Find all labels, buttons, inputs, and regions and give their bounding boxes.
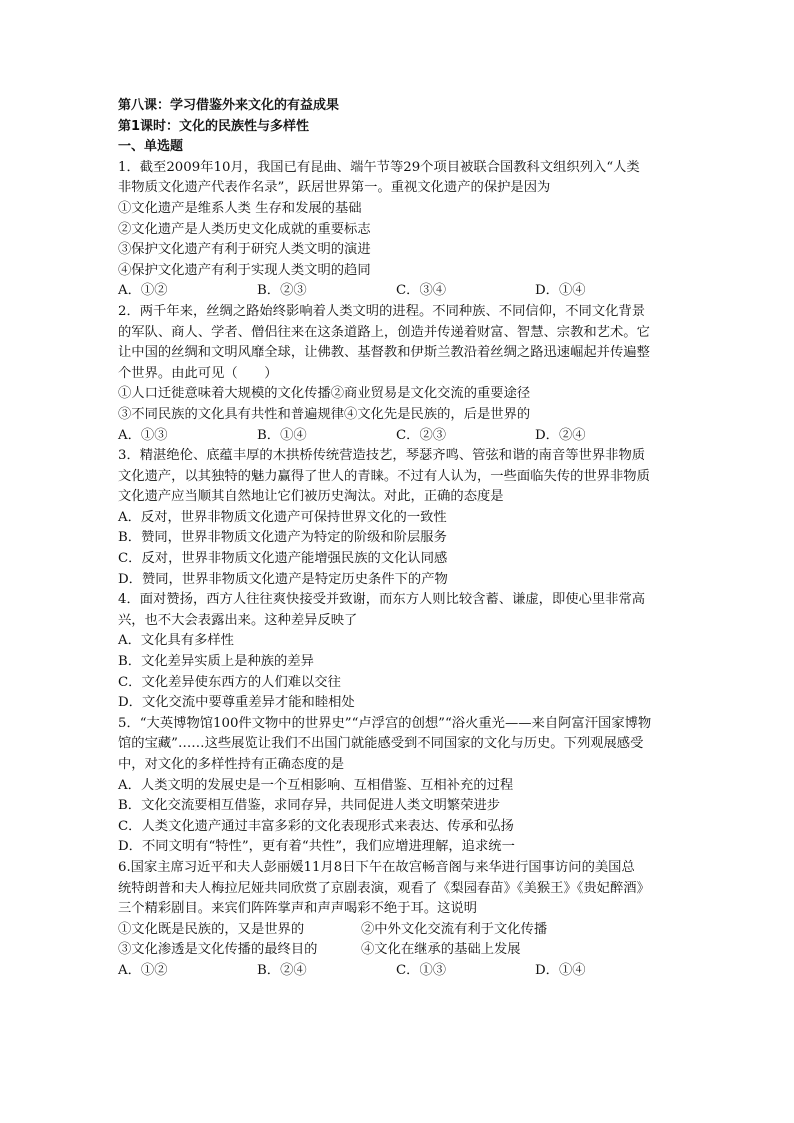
question-stem-line: 统特朗普和夫人梅拉尼娅共同欣赏了京剧表演，观看了《梨园春苗》《美猴王》《贵妃醉酒》 (118, 880, 650, 896)
statement-item: ④文化在继承的基础上发展 (361, 942, 521, 958)
question-stem-line: 4．面对赞扬，西方人往往爽快接受并致谢，而东方人则比较含蓄、谦虚，即使心里非常高 (118, 592, 646, 608)
option-b[interactable]: B．赞同，世界非物质文化遗产为特定的阶级和阶层服务 (118, 530, 447, 546)
statement-item: ①人口迁徙意味着大规模的文化传播②商业贸易是文化交流的重要途径 (118, 386, 531, 402)
option-d[interactable]: D．文化交流中要尊重差异才能和睦相处 (118, 695, 355, 711)
option-a[interactable]: A．①③ (118, 427, 168, 443)
statement-item: ①文化遗产是维系人类 生存和发展的基础 (118, 200, 362, 216)
question-5 (118, 714, 688, 858)
option-b[interactable]: B．①④ (257, 427, 307, 443)
option-c[interactable]: C．①③ (396, 962, 447, 978)
question-stem-line: 馆的宝藏”……这些展览让我们不出国门就能感受到不同国家的文化与历史。下列观展感受 (118, 736, 644, 752)
answer-options (118, 426, 688, 447)
option-a[interactable]: A．①② (118, 962, 168, 978)
statement-item: ③保护文化遗产有利于研究人类文明的演进 (118, 242, 371, 258)
question-4 (118, 590, 688, 714)
option-d[interactable]: D．②④ (535, 427, 586, 443)
worksheet-page (118, 96, 688, 982)
question-stem-line: 个世界。由此可见（ ） (118, 365, 278, 381)
question-stem-line: 文化遗产，以其独特的魅力赢得了世人的青睐。不过有人认为，一些面临失传的世界非物质 (118, 468, 650, 484)
statement-item: ②中外文化交流有利于文化传播 (361, 921, 548, 937)
statement-row (118, 940, 688, 961)
statement-item: ③文化渗透是文化传播的最终目的 (118, 942, 318, 958)
question-stem-line: 文化遗产应当顺其自然地让它们被历史淘汰。对此，正确的态度是 (118, 489, 504, 505)
lesson-title: 第八课：学习借鉴外来文化的有益成果 (118, 98, 340, 113)
question-stem-line: 兴，也不大会表露出来。这种差异反映了 (118, 612, 358, 628)
question-stem-line: 中，对文化的多样性持有正确态度的是 (118, 757, 345, 772)
option-c[interactable]: C．人类文化遗产通过丰富多彩的文化表现形式来表达、传承和弘扬 (118, 818, 514, 834)
option-c[interactable]: C．②③ (396, 427, 447, 443)
option-c[interactable]: C．文化差异使东西方的人们难以交往 (118, 674, 341, 690)
answer-options (118, 281, 688, 302)
question-stem-line: 2．两千年来，丝绸之路始终影响着人类文明的进程。不同种族、不同信仰，不同文化背景 (118, 303, 646, 319)
statement-item: ③不同民族的文化具有共性和普遍规律④文化先是民族的，后是世界的 (118, 406, 531, 422)
statement-item: ②文化遗产是人类历史文化成就的重要标志 (118, 221, 371, 237)
statement-row (118, 920, 688, 941)
option-a[interactable]: A．①② (118, 283, 168, 299)
option-b[interactable]: B．文化差异实质上是种族的差异 (118, 654, 314, 670)
question-stem-line: 非物质文化遗产代表作名录”，跃居世界第一。重视文化遗产的保护是因为 (118, 180, 551, 196)
period-title: 第1课时：文化的民族性与多样性 (118, 118, 310, 134)
option-d[interactable]: D．①④ (535, 962, 586, 978)
option-c[interactable]: C．③④ (396, 283, 447, 299)
question-6 (118, 858, 688, 982)
option-b[interactable]: B．文化交流要相互借鉴，求同存异，共同促进人类文明繁荣进步 (118, 798, 501, 814)
section-heading: 一、单选题 (118, 139, 184, 155)
option-d[interactable]: D．①④ (535, 283, 586, 299)
question-stem-line: 三个精彩剧目。来宾们阵阵掌声和声声喝彩不绝于耳。这说明 (118, 901, 478, 917)
statement-item: ④保护文化遗产有利于实现人类文明的趋同 (118, 262, 371, 278)
question-stem-line: 让中国的丝绸和文明风靡全球，让佛教、基督教和伊斯兰教沿着丝绸之路迅速崛起并传遍整 (118, 345, 650, 361)
question-stem-line: 5．“大英博物馆100件文物中的世界史”“卢浮宫的创想”“浴火重光——来自阿富汗国家博物 (118, 715, 652, 731)
option-a[interactable]: A．文化具有多样性 (118, 633, 234, 649)
option-d[interactable]: D．赞同，世界非物质文化遗产是特定历史条件下的产物 (118, 571, 448, 587)
question-stem-line: 1．截至2009年10月，我国已有昆曲、端午节等29个项目被联合国教科文组织列入“人类 (118, 159, 640, 175)
option-a[interactable]: A．人类文明的发展史是一个互相影响、互相借鉴、互相补充的过程 (118, 777, 514, 793)
question-stem-line: 3．精湛绝伦、底蕴丰厚的木拱桥传统营造技艺，琴瑟齐鸣、管弦和谐的南音等世界非物质 (118, 448, 646, 464)
question-3 (118, 446, 688, 590)
answer-options (118, 961, 688, 982)
option-c[interactable]: C．反对，世界非物质文化遗产能增强民族的文化认同感 (118, 551, 448, 567)
question-1 (118, 158, 688, 302)
option-d[interactable]: D．不同文明有“特性”，更有着“共性”，我们应增进理解，追求统一 (118, 839, 515, 855)
question-stem-line: 的军队、商人、学者、僧侣往来在这条道路上，创造并传递着财富、智慧、宗教和艺术。它 (118, 324, 650, 340)
option-b[interactable]: B．②④ (257, 962, 307, 978)
statement-item: ①文化既是民族的，又是世界的 (118, 921, 305, 937)
option-a[interactable]: A．反对，世界非物质文化遗产可保持世界文化的一致性 (118, 509, 447, 525)
question-2 (118, 302, 688, 446)
option-b[interactable]: B．②③ (257, 283, 307, 299)
question-stem-line: 6.国家主席习近平和夫人彭丽媛11月8日下午在故宫畅音阁与来华进行国事访问的美国总 (118, 859, 635, 875)
